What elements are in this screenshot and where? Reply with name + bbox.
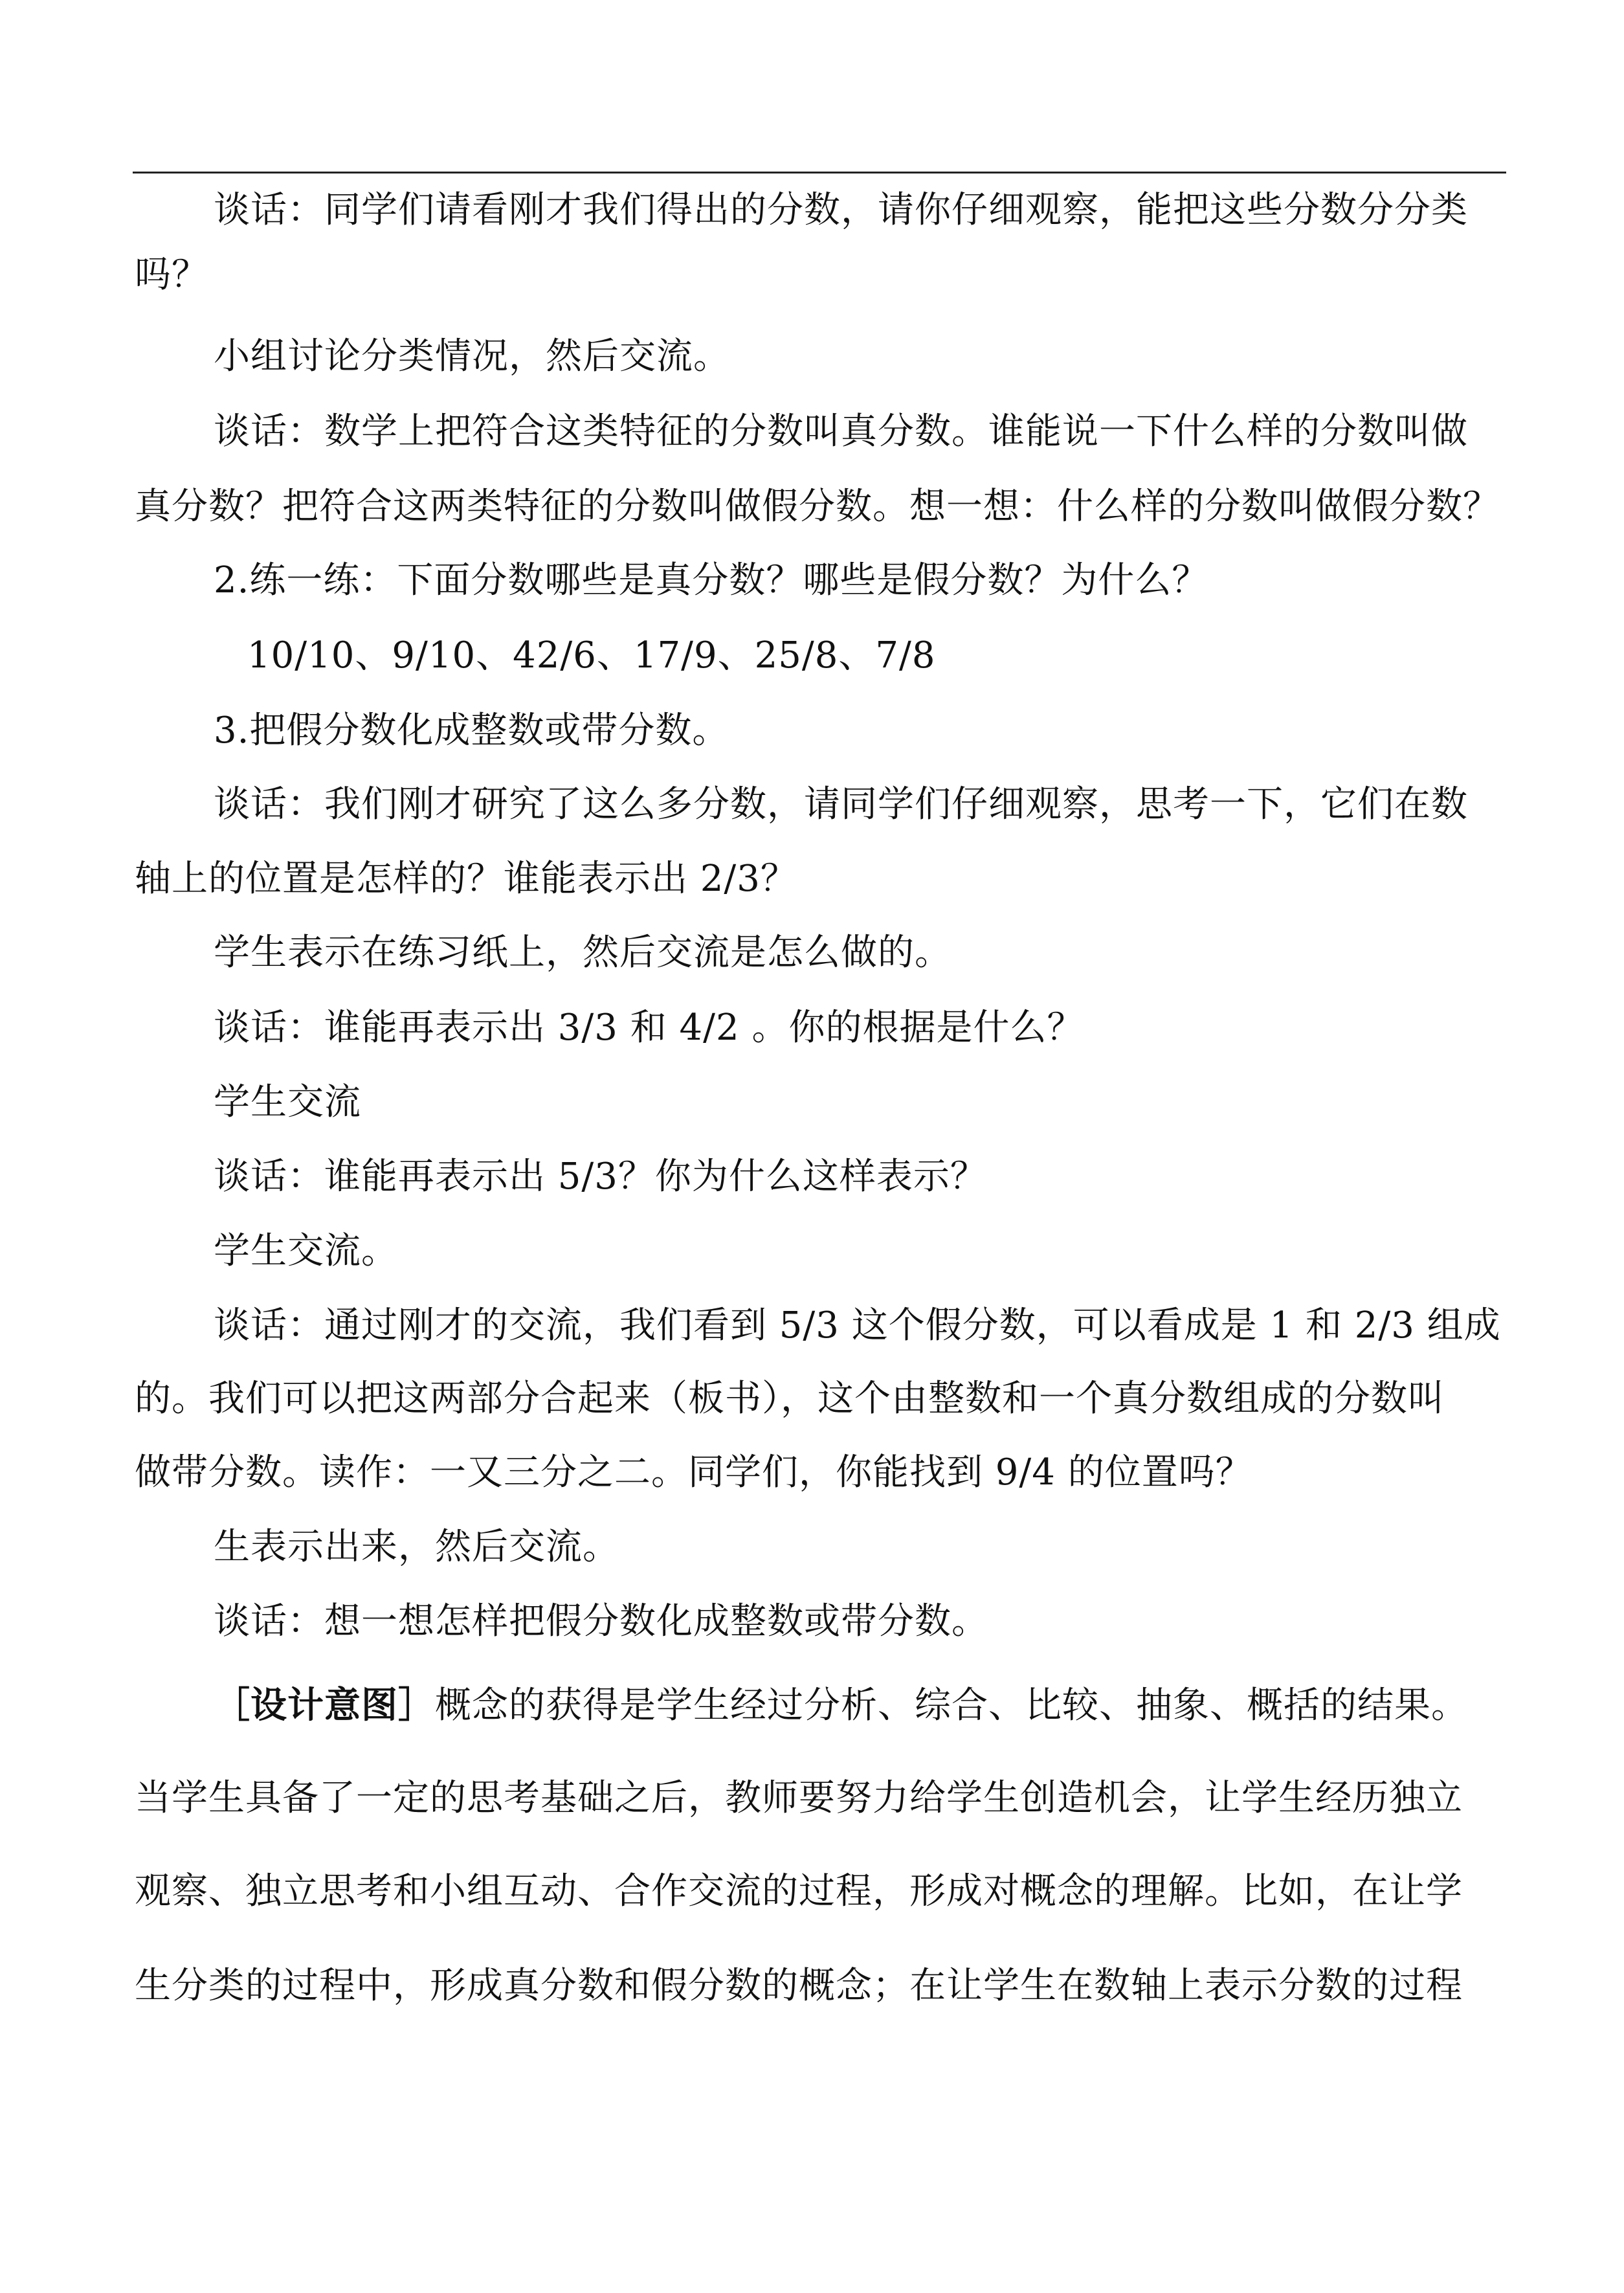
paragraph-line: 谈话：我们刚才研究了这么多分数，请同学们仔细观察，思考一下，它们在数 <box>214 783 1468 825</box>
paragraph-line: 做带分数。读作：一又三分之二。同学们，你能找到 9/4 的位置吗？ <box>135 1451 1252 1493</box>
design-intent-text: 概念的获得是学生经过分析、综合、比较、抽象、概括的结果。 <box>435 1684 1468 1727</box>
design-intent-label: ［设计意图］ <box>214 1684 435 1727</box>
paragraph-line: 的。我们可以把这两部分合起来（板书），这个由整数和一个真分数组成的分数叫 <box>135 1378 1445 1420</box>
design-intent-line: 观察、独立思考和小组互动、合作交流的过程，形成对概念的理解。比如，在让学 <box>135 1870 1463 1912</box>
paragraph-line: 谈话：通过刚才的交流，我们看到 5/3 这个假分数，可以看成是 1 和 2/3 组成 <box>214 1304 1501 1347</box>
paragraph-line: 学生表示在练习纸上，然后交流是怎么做的。 <box>214 932 951 974</box>
header-rule <box>133 172 1506 173</box>
paragraph-line: 轴上的位置是怎样的？谁能表示出 2/3？ <box>135 858 797 900</box>
paragraph-line: 生表示出来，然后交流。 <box>214 1526 619 1568</box>
paragraph-line: 学生交流。 <box>214 1230 398 1272</box>
design-intent-line <box>214 1679 1468 1732</box>
fraction-list: 10/10、9/10、42/6、17/9、25/8、7/8 <box>247 634 936 677</box>
design-intent-line: 当学生具备了一定的思考基础之后，教师要努力给学生创造机会，让学生经历独立 <box>135 1777 1463 1819</box>
paragraph-line: 吗？ <box>135 254 208 296</box>
paragraph-line: 谈话：谁能再表示出 5/3？你为什么这样表示？ <box>214 1156 987 1198</box>
paragraph-line: 真分数？把符合这两类特征的分数叫做假分数。想一想：什么样的分数叫做假分数？ <box>135 486 1500 528</box>
paragraph-line: 2.练一练：下面分数哪些是真分数？哪些是假分数？为什么？ <box>214 559 1209 601</box>
design-intent-line: 生分类的过程中，形成真分数和假分数的概念；在让学生在数轴上表示分数的过程 <box>135 1965 1463 2007</box>
paragraph-line: 谈话：同学们请看刚才我们得出的分数，请你仔细观察，能把这些分数分分类 <box>214 189 1468 231</box>
paragraph-line: 谈话：谁能再表示出 3/3 和 4/2 。你的根据是什么？ <box>214 1007 1084 1049</box>
paragraph-line: 学生交流 <box>214 1081 361 1123</box>
paragraph-line: 谈话：数学上把符合这类特征的分数叫真分数。谁能说一下什么样的分数叫做 <box>214 410 1468 453</box>
paragraph-line: 谈话：想一想怎样把假分数化成整数或带分数。 <box>214 1600 988 1642</box>
paragraph-line: 小组讨论分类情况，然后交流。 <box>214 335 730 377</box>
section-heading: 3.把假分数化成整数或带分数。 <box>214 710 729 752</box>
